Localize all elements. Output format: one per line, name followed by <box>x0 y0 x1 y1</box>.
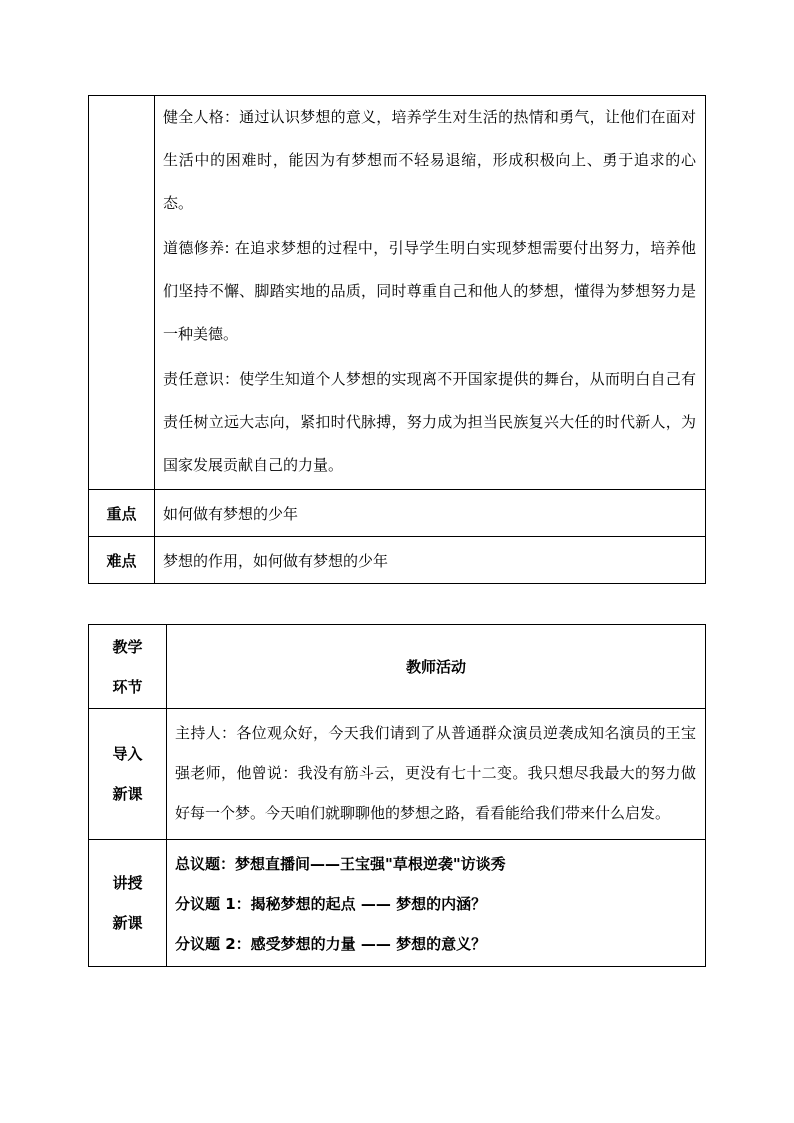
intro-row <box>89 709 706 840</box>
objectives-row <box>89 96 706 490</box>
objectives-table <box>88 95 706 584</box>
key-point-row <box>89 490 706 537</box>
stage-header-line1: 教学 <box>112 637 143 656</box>
objective-responsibility: 责任意识：使学生知道个人梦想的实现离不开国家提供的舞台，从而明白自己有责任树立远大志向，紧扣时代脉搏，努力成为担当民族复兴大任的时代新人，为国家发展贡献自己的力量。 <box>163 370 696 474</box>
key-point-label: 重点 <box>89 490 155 537</box>
lecture-content-cell <box>167 840 706 967</box>
objective-personality: 健全人格：通过认识梦想的意义，培养学生对生活的热情和勇气，让他们在面对生活中的困难时，能因为有梦想而不轻易退缩，形成积极向上、勇于追求的心态。 <box>163 108 696 212</box>
stage-header-line2: 环节 <box>112 677 143 696</box>
lecture-main-topic: 总议题：梦想直播间——王宝强"草根逆袭"访谈秀 <box>175 855 506 873</box>
intro-label-cell <box>89 709 167 840</box>
intro-label-line2: 新课 <box>112 785 143 803</box>
difficulty-label: 难点 <box>89 537 155 584</box>
objectives-content-cell <box>155 96 706 490</box>
intro-label-line1: 导入 <box>112 745 143 763</box>
intro-content-cell <box>167 709 706 840</box>
difficulty-row <box>89 537 706 584</box>
activities-header-row <box>89 625 706 709</box>
stage-header-cell <box>89 625 167 709</box>
lecture-label-cell <box>89 840 167 967</box>
lecture-subtopic-2: 分议题 2：感受梦想的力量 —— 梦想的意义？ <box>175 935 487 953</box>
intro-text: 主持人：各位观众好，今天我们请到了从普通群众演员逆袭成知名演员的王宝强老师，他曾说：我没有筋斗云，更没有七十二变。我只想尽我最大的努力做好每一个梦。今天咱们就聊聊他的梦想之路，看看能给我们带来什么启发。 <box>175 724 696 822</box>
difficulty-value: 梦想的作用，如何做有梦想的少年 <box>155 537 706 584</box>
activity-header-cell: 教师活动 <box>167 625 706 709</box>
lecture-row <box>89 840 706 967</box>
objective-morality: 道德修养: 在追求梦想的过程中，引导学生明白实现梦想需要付出努力，培养他们坚持不懈、脚踏实地的品质，同时尊重自己和他人的梦想，懂得为梦想努力是一种美德。 <box>163 239 696 343</box>
lecture-label-line1: 讲授 <box>112 874 143 892</box>
lecture-subtopic-1: 分议题 1：揭秘梦想的起点 —— 梦想的内涵？ <box>175 895 487 913</box>
objectives-label-cell <box>89 96 155 490</box>
activities-table <box>88 624 706 967</box>
key-point-value: 如何做有梦想的少年 <box>155 490 706 537</box>
lecture-label-line2: 新课 <box>112 914 143 932</box>
